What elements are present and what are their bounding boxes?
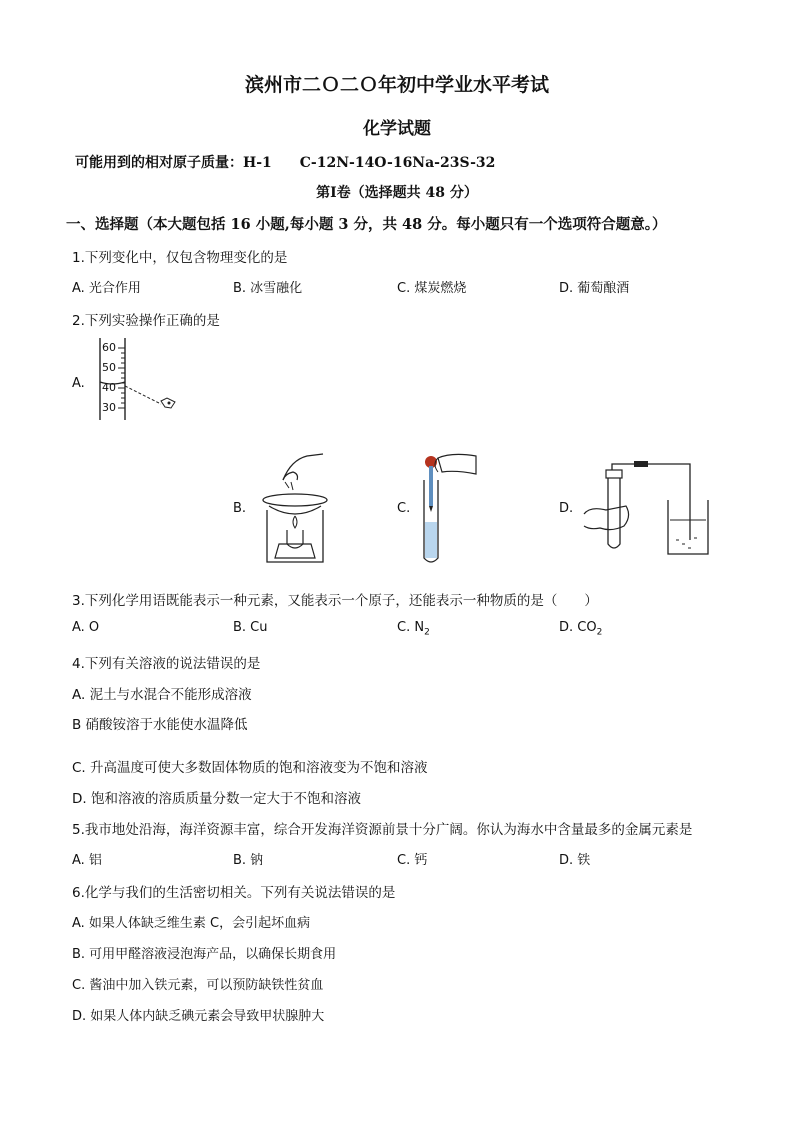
question-3-option-a[interactable]: A. O (72, 620, 100, 635)
question-3-option-c[interactable] (397, 620, 430, 638)
question-6-stem: 6.化学与我们的生活密切相关。下列有关说法错误的是 (72, 885, 396, 901)
question-1-option-b[interactable]: B. 冰雪融化 (233, 281, 303, 296)
question-1-stem: 1.下列变化中，仅包含物理变化的是 (72, 250, 288, 266)
airtightness-check-figure (580, 460, 710, 560)
exam-title: 滨州市二Ｏ二Ｏ年初中学业水平考试 (244, 74, 549, 96)
question-3-option-c-subscript: 2 (424, 627, 430, 638)
question-1-option-c[interactable]: C. 煤炭燃烧 (397, 281, 467, 296)
question-3-stem: 3.下列化学用语既能表示一种元素，又能表示一个原子，还能表示一种物质的是（ ） (72, 593, 598, 609)
question-5-option-c[interactable]: C. 钙 (397, 853, 428, 868)
cylinder-tick-30: 30 (102, 401, 116, 414)
question-3-option-d-subscript: 2 (596, 627, 603, 638)
question-2-option-b[interactable]: B. (233, 501, 247, 516)
section-heading: 一、选择题（本大题包括 16 小题,每小题 3 分，共 48 分。每小题只有一个选项符合题意。） (66, 216, 667, 233)
question-5-option-b[interactable]: B. 钠 (233, 853, 264, 868)
question-3-option-d[interactable] (559, 620, 602, 638)
question-5-stem: 5.我市地处沿海，海洋资源丰富，综合开发海洋资源前景十分广阔。你认为海水中含量最多的金属元素是 (72, 822, 693, 838)
question-2-option-a[interactable]: A. (72, 376, 85, 391)
question-4-option-c[interactable]: C. 升高温度可使大多数固体物质的饱和溶液变为不饱和溶液 (72, 760, 428, 776)
part-title: 第Ⅰ卷（选择题共 48 分） (316, 185, 478, 201)
question-1-option-a[interactable]: A. 光合作用 (72, 281, 141, 296)
exam-subtitle: 化学试题 (363, 119, 431, 139)
question-5-option-d[interactable]: D. 铁 (559, 853, 591, 868)
question-2-option-d[interactable]: D. (559, 501, 574, 516)
question-3-option-d-main: D. CO (559, 620, 597, 635)
question-4-option-a[interactable]: A. 泥土与水混合不能形成溶液 (72, 687, 252, 703)
question-6-option-d[interactable]: D. 如果人体内缺乏碘元素会导致甲状腺肿大 (72, 1009, 325, 1024)
cylinder-tick-50: 50 (102, 361, 116, 374)
atomic-mass-line: 可能用到的相对原子质量：H-1 C-12N-14O-16Na-23S-32 (75, 155, 496, 171)
question-6-option-a[interactable]: A. 如果人体缺乏维生素 C，会引起坏血病 (72, 916, 311, 931)
question-4-stem: 4.下列有关溶液的说法错误的是 (72, 656, 261, 672)
question-3-option-b[interactable]: B. Cu (233, 620, 268, 635)
question-2-stem: 2.下列实验操作正确的是 (72, 313, 220, 329)
cylinder-tick-40: 40 (102, 381, 116, 394)
question-6-option-b[interactable]: B. 可用甲醛溶液浸泡海产品，以确保长期食用 (72, 947, 337, 962)
question-2-option-c[interactable]: C. (397, 501, 411, 516)
dropper-test-tube-figure (412, 450, 482, 566)
question-1-option-d[interactable]: D. 葡萄酿酒 (559, 281, 630, 296)
cylinder-tick-60: 60 (102, 341, 116, 354)
question-4-option-d[interactable]: D. 饱和溶液的溶质质量分数一定大于不饱和溶液 (72, 791, 361, 807)
question-3-option-c-main: C. N (397, 620, 425, 635)
evaporating-dish-figure (255, 452, 335, 566)
question-5-option-a[interactable]: A. 铝 (72, 853, 102, 868)
question-6-option-c[interactable]: C. 酱油中加入铁元素，可以预防缺铁性贫血 (72, 978, 324, 993)
question-4-option-b[interactable]: B 硝酸铵溶于水能使水温降低 (72, 717, 248, 733)
